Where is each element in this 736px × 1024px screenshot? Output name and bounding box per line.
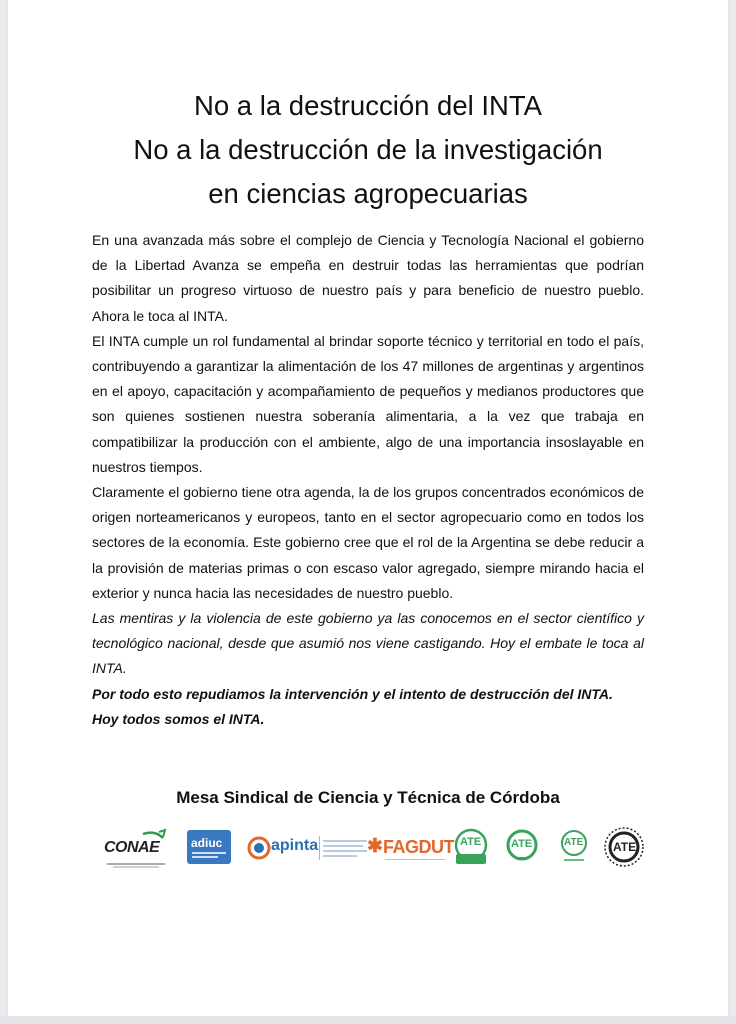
signature: Mesa Sindical de Ciencia y Técnica de Córdoba (176, 788, 560, 807)
italic-paragraph: Las mentiras y la violencia de este gobierno ya las conocemos en el sector científico y tecnológico nacional, desde que asumió nos viene castigando. Hoy el embate le toca al INTA. (92, 610, 644, 677)
apinta-logo (247, 832, 371, 864)
ate-veng-logo-text: ATE (460, 836, 482, 848)
bottom-bar (0, 1016, 736, 1024)
document-body (92, 228, 644, 732)
document-page (8, 0, 728, 1016)
bold-italic-line-2: Hoy todos somos el INTA. (92, 710, 265, 727)
apinta-logo-text: apinta (271, 837, 319, 854)
ate-logo-black-text: ATE (613, 840, 637, 854)
apinta-emblem-icon (247, 836, 271, 860)
title-line-3: en ciencias agropecuarias (208, 178, 528, 209)
document-title (8, 84, 728, 216)
paragraph-3: Claramente el gobierno tiene otra agenda, la de los grupos concentrados económicos de origen norteamericanos y europeos, tanto en el sector agropecuario como en todos los sectores de la economía. Este gobierno cree que el rol de la Argentina se debe reducir a la provisión de materias primas o con escaso valor agregado, siempre mirando hacia el exterior y nunca hacia las necesidades de nuestro pueblo. (92, 484, 644, 601)
paragraph-2: El INTA cumple un rol fundamental al brindar soporte técnico y territorial en todo el país, contribuyendo a garantizar la alimentación de los 47 millones de argentinas y argentinos en el apoyo, capacitación y acompañamiento de pequeños y medianos productores que son quienes sostienen nuestra soberanía alimentaria, a la vez que trabaja en compatibilizar la producción con el ambiente, algo de una importancia insoslayable en nuestros tiempos. (92, 332, 644, 475)
ate-adeia-logo-text: ATE (564, 837, 584, 848)
title-line-1: No a la destrucción del INTA (194, 90, 542, 121)
fagdut-logo-text: FAGDUT (383, 837, 454, 857)
ate-veng-logo (453, 827, 489, 867)
fagdut-logo (367, 832, 454, 864)
ate-logo-green (505, 828, 539, 866)
ate-adeia-logo (558, 828, 590, 866)
ate-logo-green-text: ATE (511, 838, 533, 850)
paragraph-1: En una avanzada más sobre el complejo de Ciencia y Tecnología Nacional el gobierno de la Libertad Avanza se empeña en destruir todas las herramientas que podrían posibilitar un progreso virtuoso de nuestro país y para beneficio de nuestro pueblo. Ahora le toca al INTA. (92, 232, 644, 324)
bold-italic-line-1: Por todo esto repudiamos la intervención y el intento de destrucción del INTA. (92, 685, 613, 702)
adiuc-logo-text: adiuc (191, 836, 223, 850)
title-line-2: No a la destrucción de la investigación (133, 134, 603, 165)
ate-logo-black (603, 826, 645, 868)
conae-logo-text: CONAE (104, 839, 160, 856)
adiuc-logo (187, 830, 231, 864)
conae-logo (103, 828, 169, 870)
logo-row (103, 822, 648, 874)
fagdut-star-icon: ✱ (367, 836, 383, 857)
